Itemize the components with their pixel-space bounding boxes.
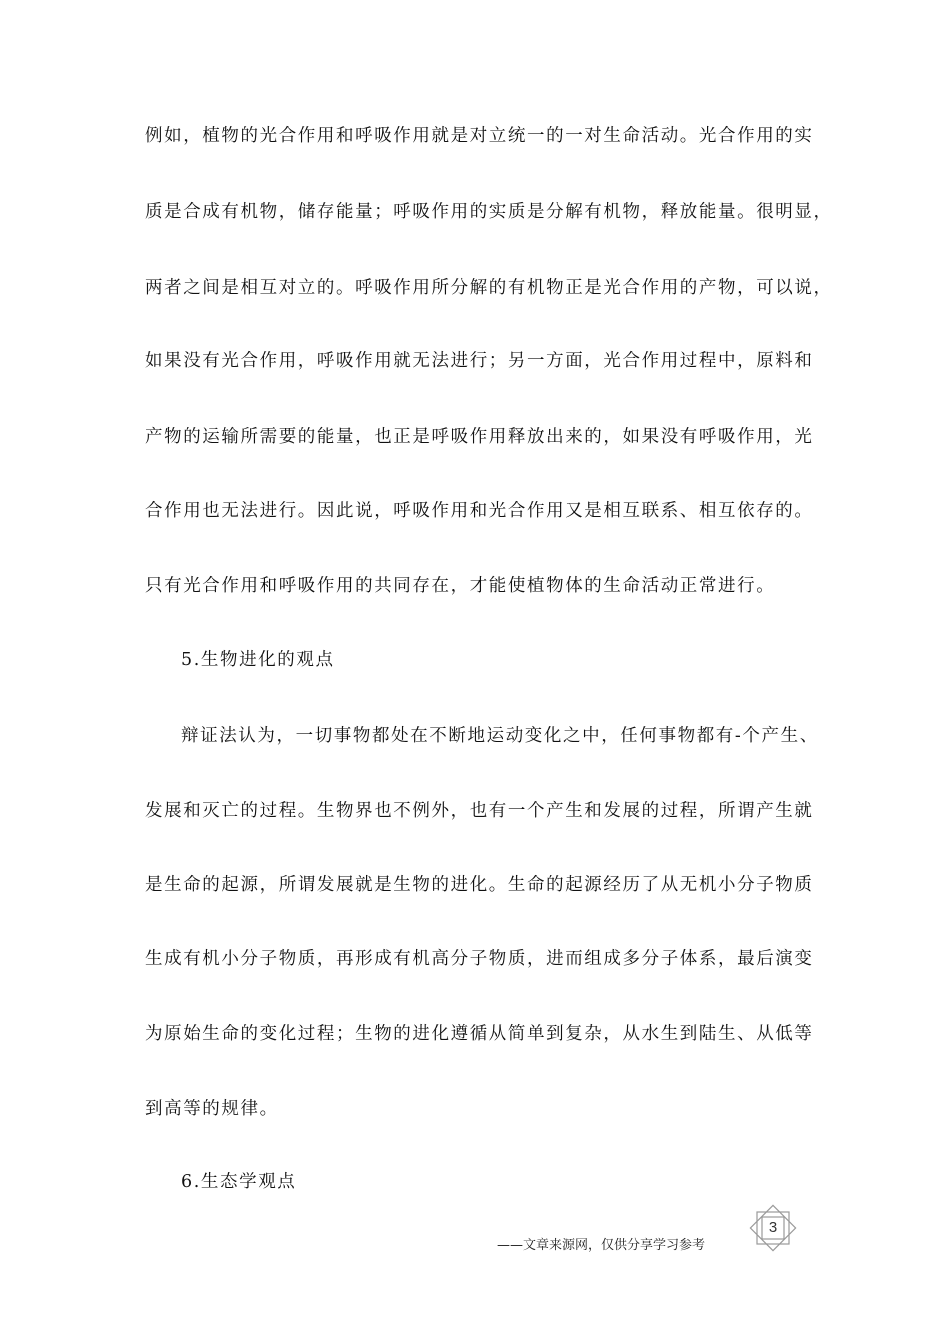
body-line: 质是合成有机物，储存能量；呼吸作用的实质是分解有机物，释放能量。很明显， (145, 202, 833, 222)
page-number: 3 (768, 1219, 778, 1236)
body-line: 生成有机小分子物质，再形成有机高分子物质，进而组成多分子体系，最后演变 (145, 949, 814, 969)
body-line: 如果没有光合作用，呼吸作用就无法进行；另一方面，光合作用过程中，原料和 (145, 351, 814, 371)
page-number-badge (748, 1203, 798, 1253)
body-line: 合作用也无法进行。因此说，呼吸作用和光合作用又是相互联系、相互依存的。 (145, 501, 814, 521)
section-heading: 6.生态学观点 (181, 1172, 297, 1192)
body-line: 到高等的规律。 (145, 1099, 279, 1119)
footer-note: ——文章来源网，仅供分享学习参考 (497, 1238, 706, 1253)
body-line: 发展和灭亡的过程。生物界也不例外，也有一个产生和发展的过程，所谓产生就 (145, 801, 814, 821)
body-line: 为原始生命的变化过程；生物的进化遵循从简单到复杂，从水生到陆生、从低等 (145, 1024, 814, 1044)
body-line: 例如，植物的光合作用和呼吸作用就是对立统一的一对生命活动。光合作用的实 (145, 126, 814, 146)
section-heading: 5.生物进化的观点 (181, 650, 335, 670)
body-line: 产物的运输所需要的能量，也正是呼吸作用释放出来的，如果没有呼吸作用，光 (145, 427, 814, 447)
body-line: 两者之间是相互对立的。呼吸作用所分解的有机物正是光合作用的产物，可以说， (145, 278, 833, 298)
body-line: 是生命的起源，所谓发展就是生物的进化。生命的起源经历了从无机小分子物质 (145, 875, 814, 895)
body-line: 只有光合作用和呼吸作用的共同存在，才能使植物体的生命活动正常进行。 (145, 576, 776, 596)
body-line: 辩证法认为，一切事物都处在不断地运动变化之中，任何事物都有-个产生、 (181, 726, 819, 746)
